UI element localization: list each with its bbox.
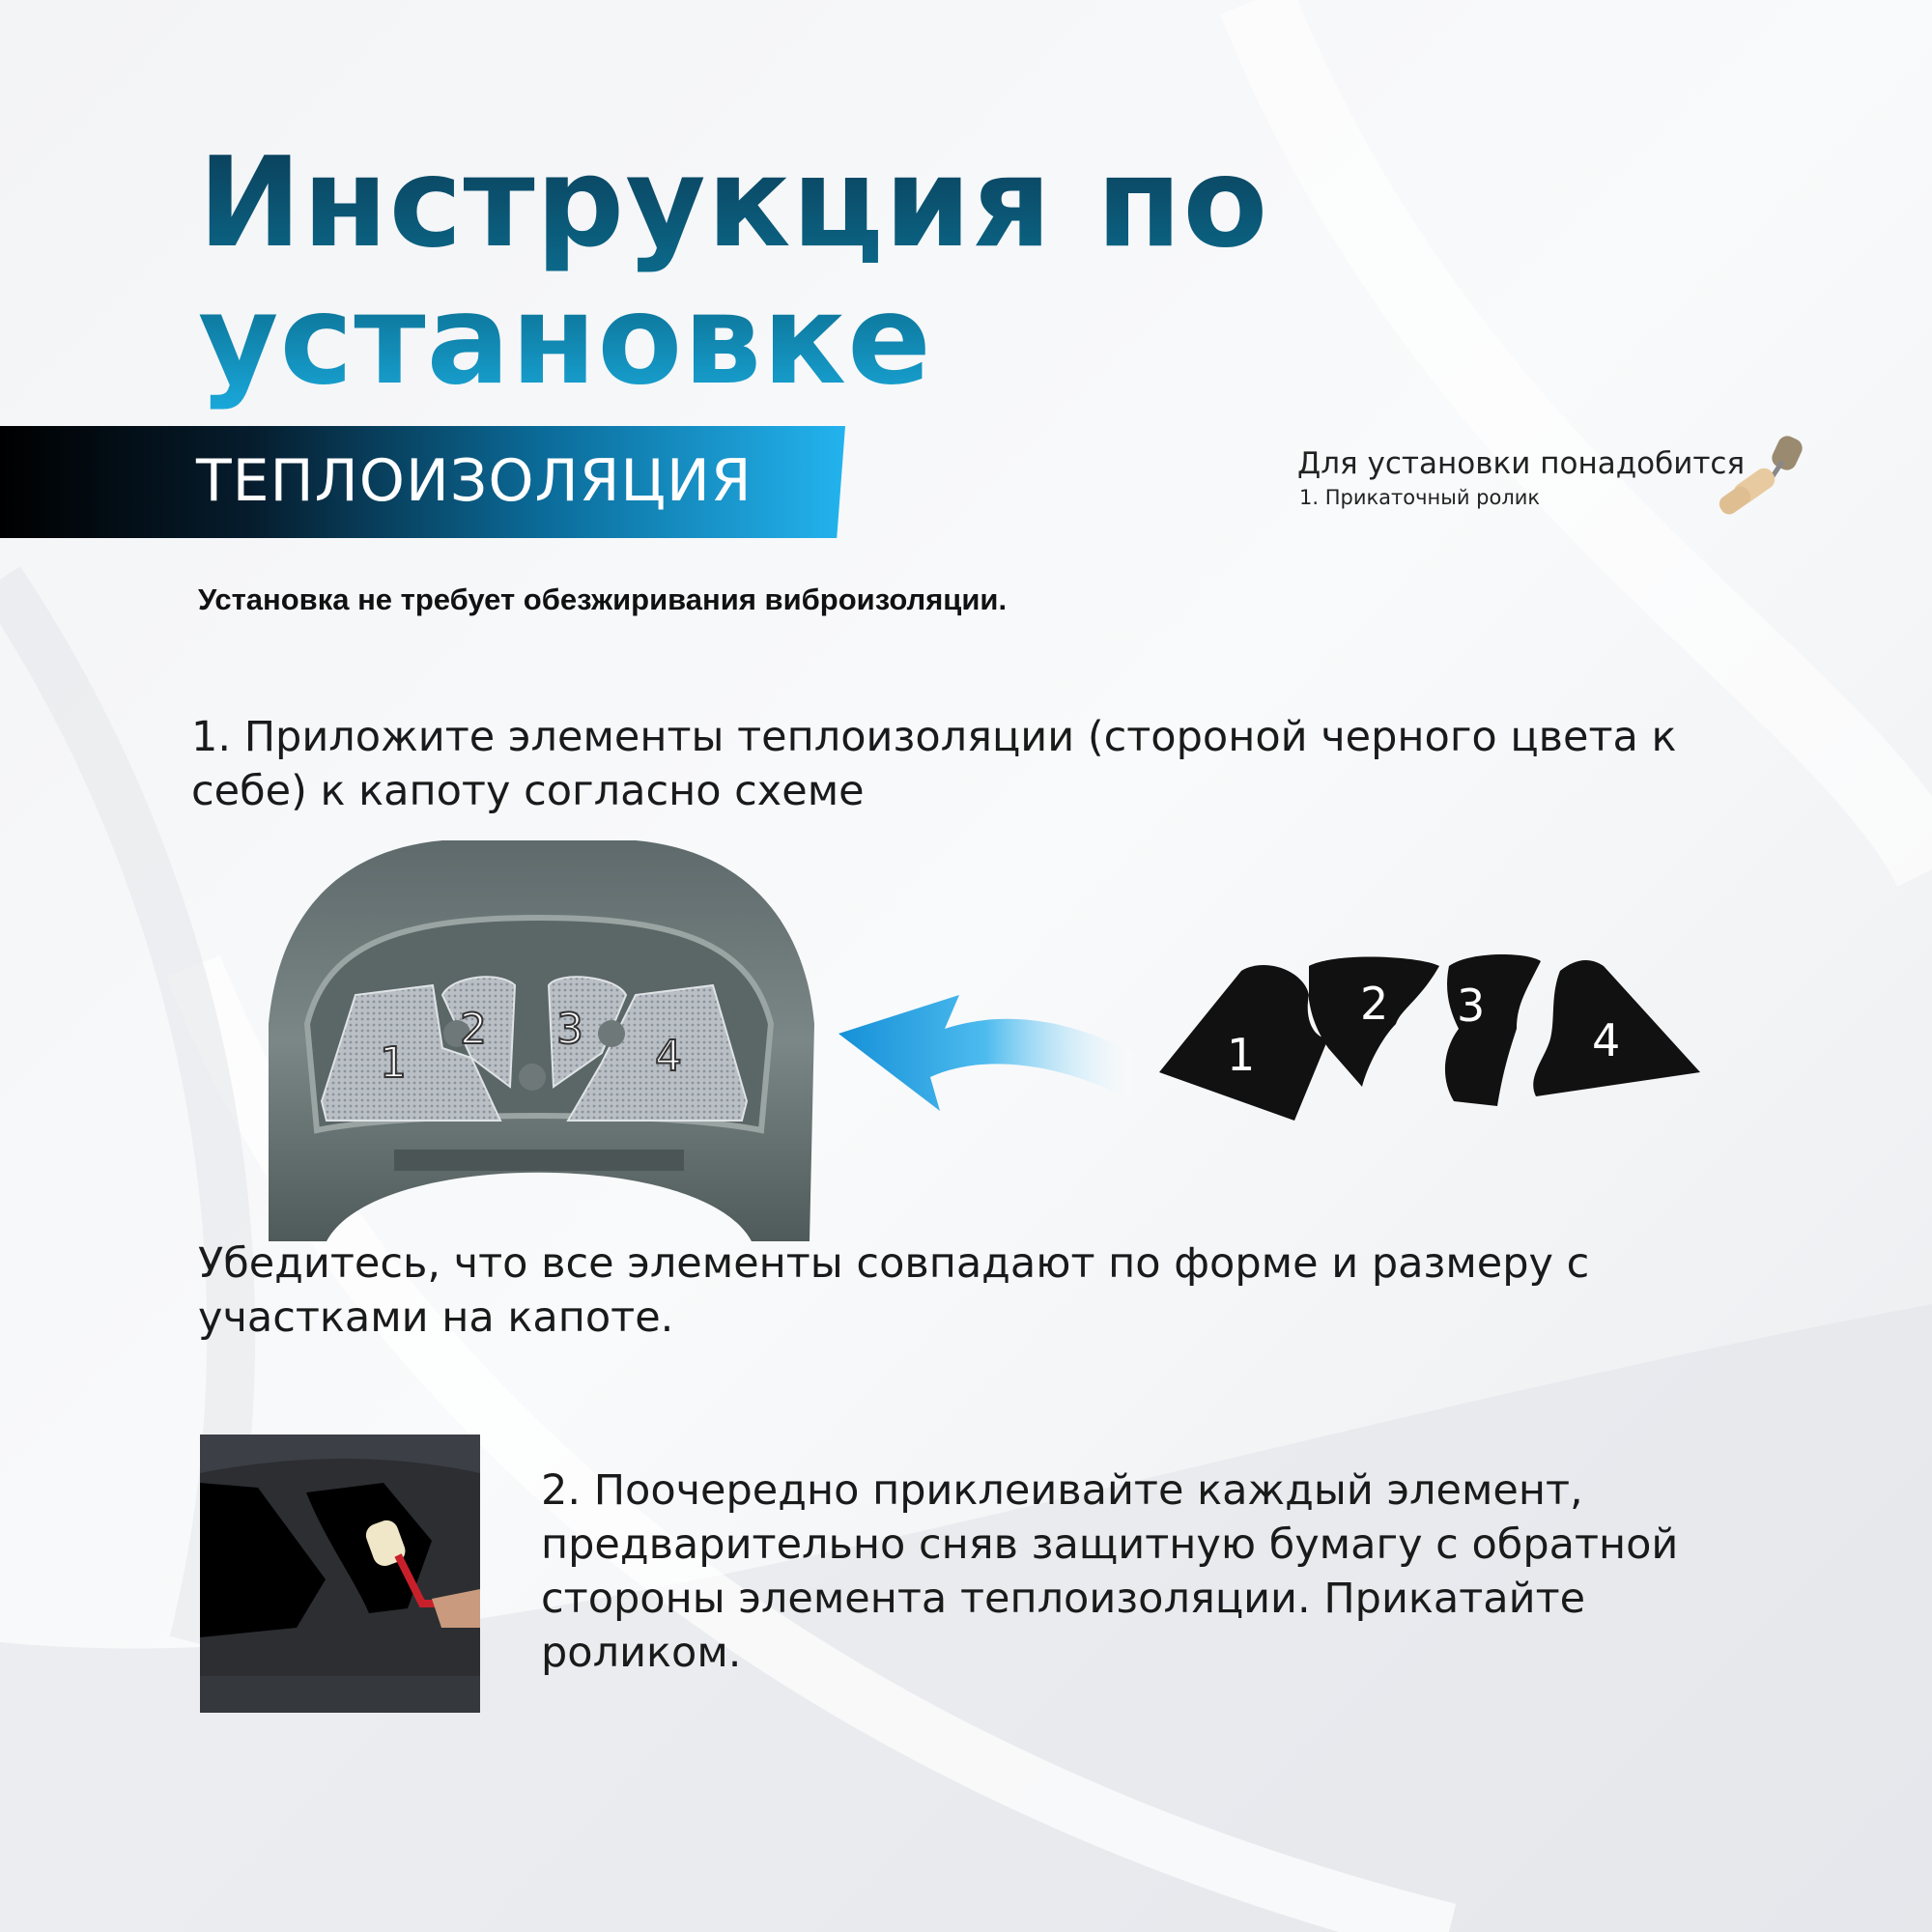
step-2-text: 2. Поочередно приклеивайте каждый элемент, предварительно сняв защитную бумагу с обратной стороны элемента теплоизоляции. Прикатайте роликом. xyxy=(541,1466,1679,1677)
piece-label-3: 3 xyxy=(1457,980,1486,1032)
hood-diagram xyxy=(249,831,829,1251)
hood-label-1: 1 xyxy=(380,1038,407,1088)
piece-label-1: 1 xyxy=(1227,1029,1256,1081)
roller-icon xyxy=(1715,433,1816,522)
page-title xyxy=(198,131,1269,412)
tools-item: 1. Прикаточный ролик xyxy=(1299,486,1541,509)
insulation-pieces xyxy=(1150,952,1710,1125)
note-text: Установка не требует обезжиривания виброизоляции. xyxy=(198,582,1008,616)
hood-label-4: 4 xyxy=(655,1032,682,1081)
title-line-1: Инструкция по xyxy=(198,131,1269,275)
arrow-left-icon xyxy=(838,995,1138,1150)
section-banner-label: ТЕПЛОИЗОЛЯЦИЯ xyxy=(196,447,753,515)
title-line-2: установке xyxy=(198,269,932,412)
tools-heading: Для установки понадобится xyxy=(1297,446,1746,481)
check-text: Убедитесь, что все элементы совпадают по форме и размеру с участками на капоте. xyxy=(198,1239,1590,1342)
hood-label-3: 3 xyxy=(556,1005,583,1054)
hood-label-2: 2 xyxy=(460,1005,487,1054)
step-1-text: 1. Приложите элементы теплоизоляции (стороной черного цвета к себе) к капоту согласно схеме xyxy=(191,713,1677,815)
piece-label-4: 4 xyxy=(1592,1014,1621,1066)
piece-label-2: 2 xyxy=(1360,978,1389,1030)
rolling-photo xyxy=(200,1435,480,1713)
